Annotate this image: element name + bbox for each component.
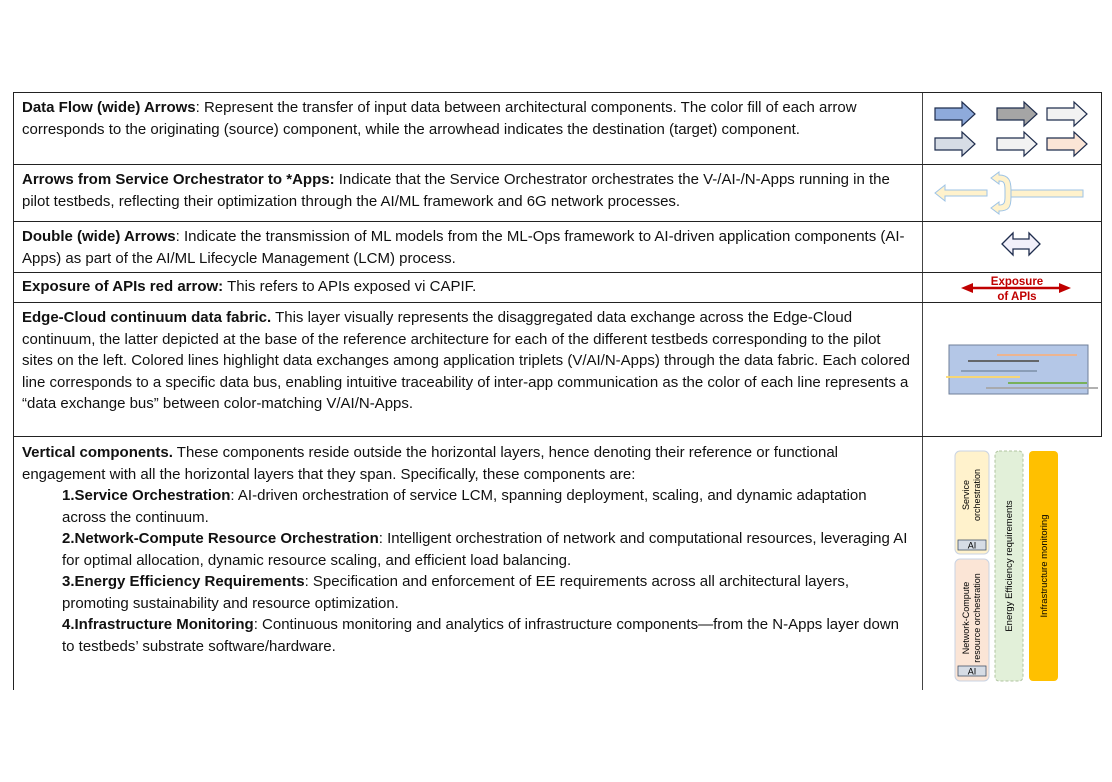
- vertical-components-figure: [922, 437, 1102, 690]
- infra-label: Infrastructure monitoring: [1039, 514, 1050, 618]
- row-body: : Represent the transfer of input data between architectural components. The color fill of each arrow corresponds to the originating (source) component, while the arrowhead indicates the destination (target) component.: [22, 99, 857, 138]
- row-text: [13, 165, 922, 221]
- row-vertical-components: [13, 436, 1102, 690]
- row-data-fabric: [13, 302, 1102, 436]
- service-label-2: orchestration: [972, 468, 982, 522]
- item-title: 3.Energy Efficiency Requirements: [62, 573, 305, 590]
- item-title: 1.Service Orchestration: [62, 487, 231, 504]
- ai-label: AI: [967, 540, 977, 551]
- row-title: Double (wide) Arrows: [22, 228, 176, 245]
- row-text: [13, 437, 922, 690]
- list-item: [22, 571, 914, 614]
- item-body: : AI-driven orchestration of service LCM, spanning deployment, scaling, and dynamic adaptation across the continuum.: [62, 487, 867, 526]
- ai-label: AI: [967, 666, 977, 677]
- arrowhead-right-icon: [1059, 283, 1071, 293]
- item-title: 4.Infrastructure Monitoring: [62, 616, 254, 633]
- row-title: Exposure of APIs red arrow:: [22, 278, 224, 295]
- exposure-label-line1: Exposure: [990, 276, 1044, 288]
- data-fabric-layer: [949, 345, 1088, 394]
- orchestrator-arrow-part: [1005, 190, 1083, 197]
- orchestrator-arrow-part: [991, 172, 1011, 214]
- arrow-right-icon-white: [1047, 102, 1087, 126]
- arrow-right-icon-white: [997, 132, 1037, 156]
- row-title: Vertical components.: [22, 444, 173, 461]
- item-body: : Intelligent orchestration of network and computational resources, leveraging AI for optimal allocation, dynamic resource scaling, and efficient load balancing.: [62, 530, 908, 569]
- list-item: [22, 485, 914, 528]
- network-label-1: Network-Compute: [961, 581, 971, 655]
- row-exposure-apis: [13, 272, 1102, 302]
- row-body: : Indicate the transmission of ML models from the ML-Ops framework to AI-driven application components (AI-Apps) as part of the AI/ML Lifecycle Management (LCM) process.: [22, 228, 905, 267]
- arrow-right-icon-peach: [1047, 132, 1087, 156]
- vertical-intro: [22, 442, 914, 485]
- row-data-flow-arrows: [13, 92, 1102, 164]
- network-label-2: resource orchestration: [972, 573, 982, 663]
- row-body: This layer visually represents the disaggregated data exchange across the Edge-Cloud continuum, the latter depicted at the base of the reference architecture for each of the different testbeds corresponding to the pilot sites on the left. Colored lines highlight data exchanges among application triplets (V/AI/N-Apps) through the data fabric. Each colored line corresponds to a specific data bus, enabling intuitive traceability of inter-app communication as the color of each line represents a “data exchange bus” between color-matching V/AI/N-Apps.: [22, 309, 911, 412]
- row-title: Arrows from Service Orchestrator to *Apps:: [22, 171, 335, 188]
- row-text: [13, 222, 922, 272]
- row-double-arrows: [13, 221, 1102, 272]
- row-title: Edge-Cloud continuum data fabric.: [22, 309, 272, 326]
- row-body: This refers to APIs exposed vi CAPIF.: [223, 278, 477, 295]
- item-title: 2.Network-Compute Resource Orchestration: [62, 530, 379, 547]
- arrowhead-left-icon: [961, 283, 973, 293]
- double-arrow-figure: [922, 222, 1102, 272]
- arrow-right-icon-lightblue: [935, 132, 975, 156]
- list-item: [22, 614, 914, 657]
- orchestrator-arrow-figure: [922, 165, 1102, 221]
- energy-label: Energy Efficiency requirements: [1004, 500, 1015, 632]
- service-label-1: Service: [961, 479, 971, 511]
- row-orchestrator-arrows: [13, 164, 1102, 221]
- exposure-apis-figure: [922, 273, 1102, 302]
- list-item: [22, 528, 914, 571]
- orchestrator-arrow-part: [935, 185, 987, 201]
- exposure-label-line2: of APIs: [997, 291, 1037, 303]
- row-text: [13, 303, 922, 436]
- data-fabric-figure: [922, 303, 1102, 436]
- row-body: Indicate that the Service Orchestrator orchestrates the V-/AI-/N-Apps running in the pilot testbeds, reflecting their optimization through the AI/ML framework and 6G network processes.: [22, 171, 890, 210]
- row-title: Data Flow (wide) Arrows: [22, 99, 196, 116]
- item-body: : Specification and enforcement of EE requirements across all architectural layers, promoting sustainability and resource optimization.: [62, 573, 850, 612]
- row-text: [13, 273, 922, 302]
- arrow-right-icon-blue: [935, 102, 975, 126]
- double-arrow-icon: [1002, 233, 1040, 255]
- item-body: : Continuous monitoring and analytics of infrastructure components—from the N-Apps layer down to testbeds’ substrate software/hardware.: [62, 616, 900, 655]
- row-text: [13, 93, 922, 164]
- data-flow-arrows-figure: [922, 93, 1102, 164]
- arrow-right-icon-gray: [997, 102, 1037, 126]
- row-body: These components reside outside the horizontal layers, hence denoting their reference or functional engagement with all the horizontal layers that they span. Specifically, these components are:: [22, 444, 839, 483]
